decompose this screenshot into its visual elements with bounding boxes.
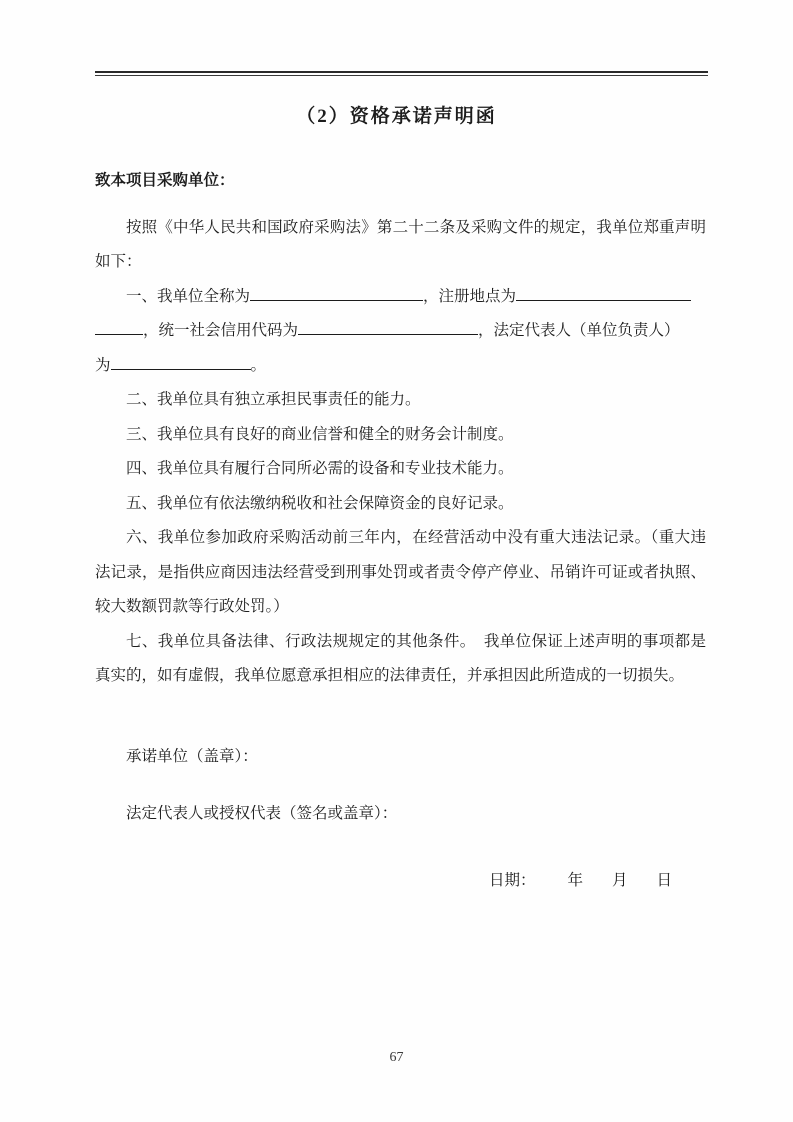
salutation: 致本项目采购单位： [95,172,235,189]
date-year-label: 年 [567,871,584,889]
item-1-line-1 [95,280,706,315]
page-number: 67 [389,1050,404,1065]
item1-label-period: 。 [250,356,267,374]
blank-registered-address-continued [95,319,143,336]
document-body [0,164,793,898]
item1-label-legal-representative: ，法定代表人（单位负责人） [478,322,680,339]
item-4: 四、我单位具有履行合同所必需的设备和专业技术能力。 [126,460,514,477]
item-1-line-2 [95,314,706,349]
item1-label-credit-code: ，统一社会信用代码为 [143,322,299,339]
item-1-line-3 [95,349,706,384]
item1-label-company-name: 一、我单位全称为 [126,287,251,305]
date-month-label: 月 [612,871,628,889]
signature-representative-label: 法定代表人或授权代表（签名或盖章）： [126,805,398,822]
date-label: 日期： [489,871,536,889]
blank-company-name [250,284,423,301]
signature-unit-label: 承诺单位（盖章）： [126,747,258,765]
page-title: （2）资格承诺声明函 [296,106,497,127]
date-day-label: 日 [656,871,673,889]
item-5: 五、我单位有依法缴纳税收和社会保障资金的良好记录。 [126,494,514,512]
date-line [95,864,706,899]
intro-paragraph: 按照《中华人民共和国政府采购法》第二十二条及采购文件的规定，我单位郑重声明如下： [95,218,706,270]
item-2: 二、我单位具有独立承担民事责任的能力。 [126,391,421,408]
blank-registered-address [516,284,691,301]
header-double-rule [95,71,708,76]
blank-credit-code [298,319,478,336]
item-3: 三、我单位具有良好的商业信誉和健全的财务会计制度。 [126,425,514,443]
item1-label-registered-address: ，注册地点为 [423,287,517,305]
item-6: 六、我单位参加政府采购活动前三年内，在经营活动中没有重大违法记录。（重大违法记录，是指供应商因违法经营受到刑事处罚或者责令停产停业、吊销许可证或者执照、较大数额罚款等行政处罚。） [95,529,706,615]
blank-legal-representative-name [111,353,251,370]
item1-label-is: 为 [95,356,111,374]
item-7: 七、我单位具备法律、行政法规规定的其他条件。 我单位保证上述声明的事项都是真实的，如有虚假，我单位愿意承担相应的法律责任，并承担因此所造成的一切损失。 [95,632,706,684]
